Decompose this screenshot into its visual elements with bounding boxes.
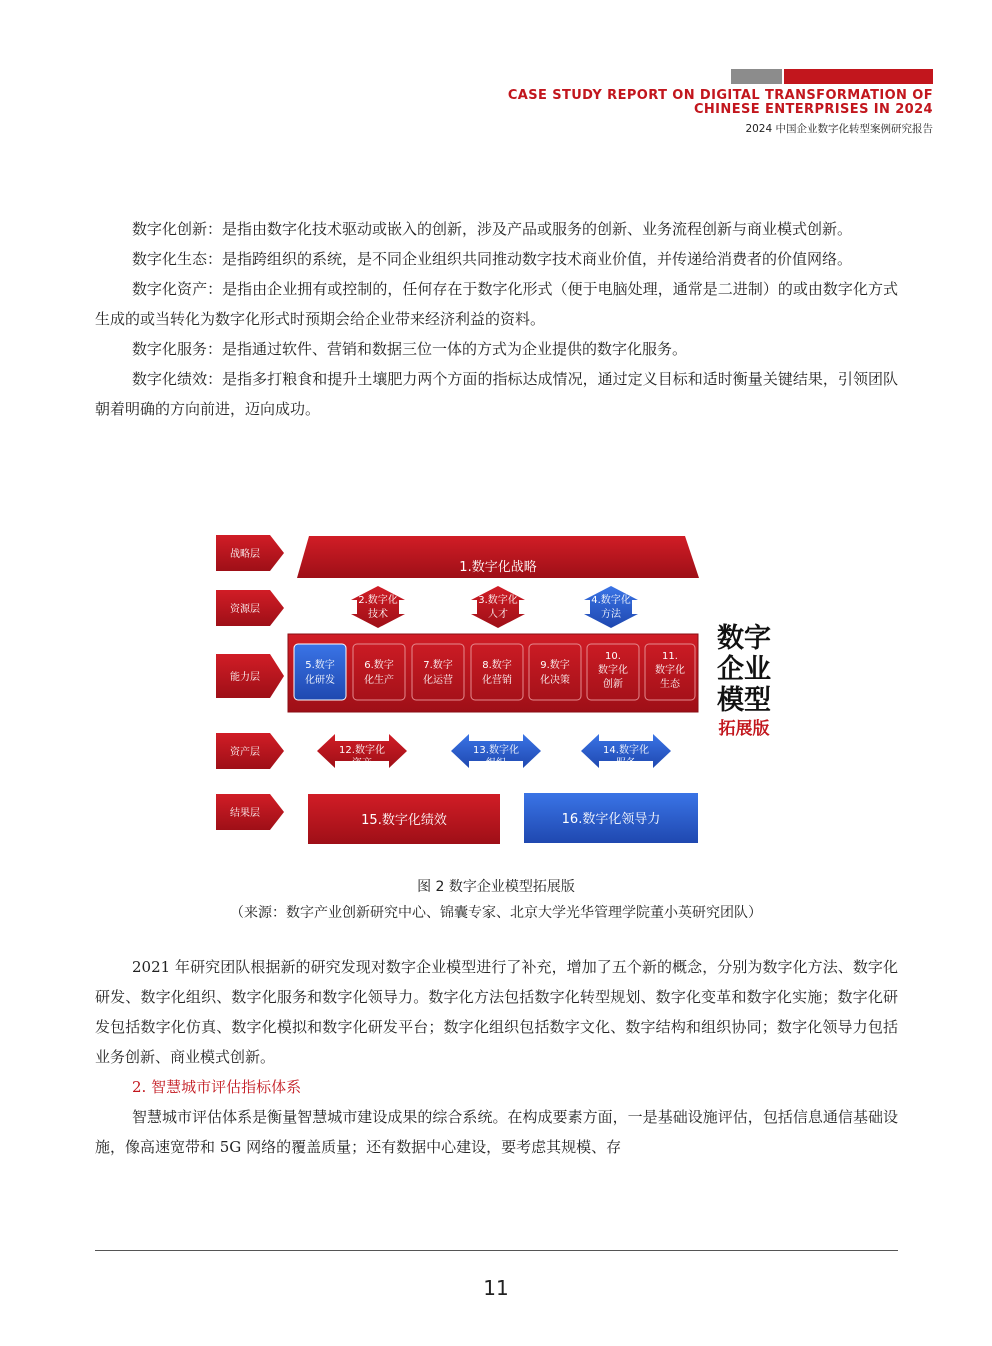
figure-source: （来源：数字产业创新研究中心、锦囊专家、北京大学光华管理学院董小英研究团队） (230, 905, 762, 921)
header-title-en-line2: CHINESE ENTERPRISES IN 2024 (693, 102, 933, 117)
figure-caption: 图 2 数字企业模型拓展版 (417, 879, 575, 895)
layer-labels (216, 535, 284, 830)
section-subheading: 2. 智慧城市评估指标体系 (132, 1078, 302, 1096)
header-title-cn: 2024 中国企业数字化转型案例研究报告 (745, 123, 933, 135)
capability-box-rd (294, 644, 346, 700)
supplement-block (95, 952, 898, 1162)
resource-arrow-method (584, 586, 638, 628)
capability-label: 数字化 (598, 665, 628, 676)
layer-label-capability: 能力层 (230, 672, 260, 683)
asset-label: 组织 (486, 758, 506, 769)
result-label: 15.数字化绩效 (361, 813, 447, 828)
capability-label: 数字化 (655, 665, 685, 676)
asset-label: 服务 (616, 758, 636, 769)
capability-label: 化决策 (540, 675, 570, 686)
paragraph: 智慧城市评估体系是衡量智慧城市建设成果的综合系统。在构成要素方面，一是基础设施评估，包括信息通信基础设施，像高速宽带和 5G 网络的覆盖质量；还有数据中心建设，要考虑其规模、存 (95, 1108, 898, 1156)
resource-arrows (351, 586, 638, 628)
asset-label: 14.数字化 (603, 745, 649, 756)
side-subtitle: 拓展版 (718, 719, 770, 739)
asset-label: 12.数字化 (339, 745, 385, 756)
capability-label: 10. (605, 651, 621, 662)
resource-label: 3.数字化 (478, 595, 518, 606)
resource-arrow-talent (471, 586, 525, 628)
digital-enterprise-model-figure (213, 528, 779, 850)
capability-label: 化生产 (364, 675, 394, 686)
paragraph: 2021 年研究团队根据新的研究发现对数字企业模型进行了补充，增加了五个新的概念，分别为数字化方法、数字化研发、数字化组织、数字化服务和数字化领导力。数字化方法包括数字化转型规划、数字化变革和数字化实施；数字化研发包括数字化仿真、数字化模拟和数字化研发平台；数字化组织包括数字文化、数字结构和组织协同；数字化领导力包括业务创新、商业模式创新。 (95, 958, 898, 1066)
capability-label: 化研发 (305, 675, 335, 686)
strategy-label: 1.数字化战略 (459, 560, 537, 575)
resource-arrow-technology (351, 586, 405, 628)
header-title-en (508, 89, 933, 117)
paragraph: 数字化创新：是指由数字化技术驱动或嵌入的创新，涉及产品或服务的创新、业务流程创新与商业模式创新。 (132, 220, 853, 238)
definitions-block (95, 214, 898, 424)
resource-label: 方法 (601, 609, 621, 620)
capability-label: 5.数字 (305, 660, 335, 671)
result-label: 16.数字化领导力 (561, 812, 661, 827)
capability-label: 8.数字 (482, 660, 512, 671)
layer-label-asset: 资产层 (230, 747, 260, 758)
capability-label: 7.数字 (423, 660, 453, 671)
paragraph: 数字化绩效：是指多打粮食和提升土壤肥力两个方面的指标达成情况，通过定义目标和适时衡量关键结果，引领团队朝着明确的方向前进，迈向成功。 (95, 370, 898, 418)
resource-label: 2.数字化 (358, 595, 398, 606)
capability-label: 11. (662, 651, 678, 662)
asset-label: 资产 (352, 758, 372, 769)
capability-label: 创新 (603, 679, 623, 690)
capability-label: 生态 (660, 679, 680, 690)
side-title-line: 企业 (717, 654, 771, 685)
header-bar-gray (731, 69, 782, 84)
header-bar-red (784, 69, 933, 84)
layer-label-resource: 资源层 (230, 604, 260, 615)
layer-label-result: 结果层 (230, 808, 260, 819)
side-title-line: 数字 (717, 623, 771, 654)
capability-label: 化运营 (423, 675, 453, 686)
capability-label: 9.数字 (540, 660, 570, 671)
page-number: 11 (483, 1276, 509, 1300)
header-title-en-line1: CASE STUDY REPORT ON DIGITAL TRANSFORMATION OF (507, 88, 933, 103)
layer-label-strategy: 战略层 (230, 549, 260, 560)
resource-label: 技术 (368, 609, 388, 620)
side-title-line: 模型 (717, 685, 771, 716)
paragraph: 数字化生态：是指跨组织的系统，是不同企业组织共同推动数字技术商业价值，并传递给消费者的价值网络。 (132, 250, 853, 268)
asset-label: 13.数字化 (473, 745, 519, 756)
paragraph: 数字化资产：是指由企业拥有或控制的，任何存在于数字化形式（便于电脑处理，通常是二进制）的或由数字化方式生成的或当转化为数字化形式时预期会给企业带来经济利益的资料。 (95, 280, 898, 328)
capability-label: 6.数字 (364, 660, 394, 671)
asset-arrows (317, 734, 671, 769)
resource-label: 4.数字化 (591, 595, 631, 606)
resource-label: 人才 (488, 609, 508, 620)
footer-divider (95, 1250, 898, 1251)
paragraph: 数字化服务：是指通过软件、营销和数据三位一体的方式为企业提供的数字化服务。 (132, 340, 688, 358)
capability-label: 化营销 (482, 675, 512, 686)
